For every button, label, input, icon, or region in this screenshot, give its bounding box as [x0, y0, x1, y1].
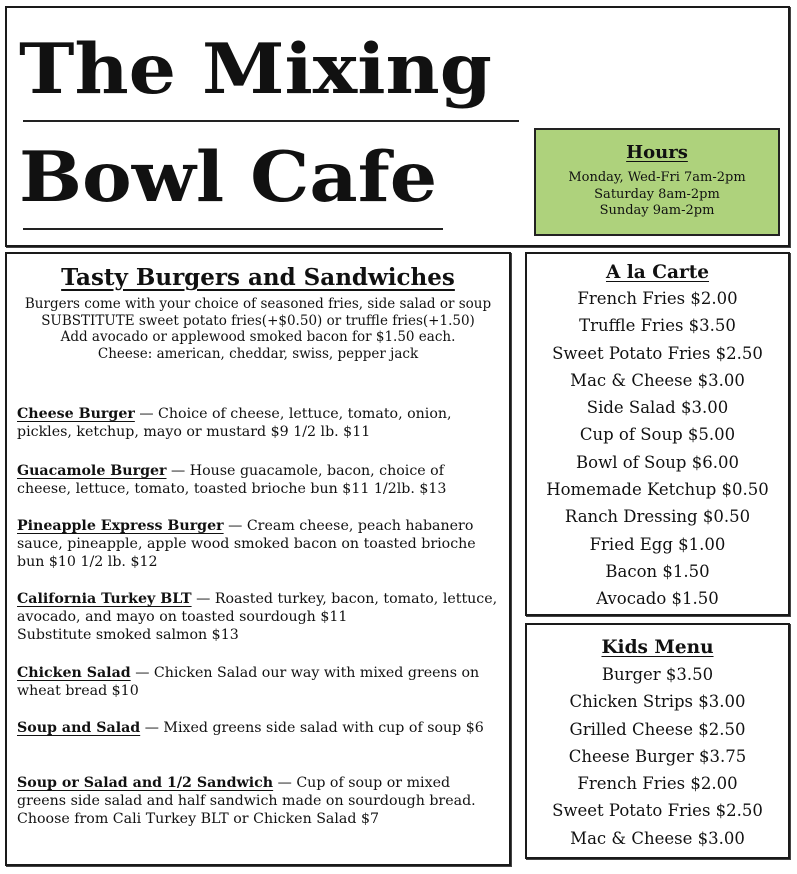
intro-substitute: SUBSTITUTE sweet potato fries(+$0.50) or truffle fries(+1.50)	[41, 312, 475, 329]
item-name: Soup or Salad and 1/2 Sandwich	[17, 775, 274, 791]
hours-sunday: Sunday 9am-2pm	[599, 203, 715, 218]
list-item: Mac & Cheese $3.00	[570, 370, 745, 390]
item-description: Cup of soup or mixed greens side salad and half sandwich made on sourdough bread.	[17, 775, 476, 809]
list-item: Sweet Potato Fries $2.50	[552, 343, 763, 363]
list-item: Bacon $1.50	[605, 561, 710, 581]
menu-item-chicken-salad: Chicken Salad — Chicken Salad our way with mixed greens on wheat bread $10	[17, 665, 480, 699]
menu-item-soup-and-salad: Soup and Salad — Mixed greens side salad with cup of soup $6	[17, 720, 484, 736]
section-title-burgers: Tasty Burgers and Sandwiches	[61, 264, 455, 291]
item-name: California Turkey BLT	[17, 591, 192, 607]
menu-item-california-turkey-blt: California Turkey BLT — Roasted turkey, bacon, tomato, lettuce, avocado, and mayo on toasted sourdough $11 Substitute smoked salmon $13	[17, 590, 501, 644]
menu-item-soup-or-salad-half-sandwich: Soup or Salad and 1/2 Sandwich — Cup of soup or mixed greens side salad and half sandwich made on sourdough bread. Choose from Cali Turkey BLT or Chicken Salad $7	[17, 774, 501, 828]
list-item: French Fries $2.00	[577, 774, 738, 794]
item-name: Pineapple Express Burger	[17, 518, 224, 534]
list-item: Mac & Cheese $3.00	[570, 828, 745, 848]
list-item: Cup of Soup $5.00	[579, 425, 736, 445]
cafe-title-line-2: Bowl Cafe	[19, 137, 438, 218]
item-description: Roasted turkey, bacon, tomato, lettuce, avocado, and mayo on toasted sourdough $11	[17, 591, 498, 625]
item-name: Chicken Salad	[17, 665, 131, 681]
list-item: Truffle Fries $3.50	[579, 316, 736, 336]
item-description: Cream cheese, peach habanero sauce, pineapple, apple wood smoked bacon on toasted brioche bun $10 1/2 lb. $12	[17, 518, 476, 570]
list-item: Bowl of Soup $6.00	[576, 452, 739, 472]
item-name: Cheese Burger	[17, 406, 135, 422]
section-title-kids-menu: Kids Menu	[601, 637, 714, 658]
a-la-carte-panel	[525, 252, 790, 616]
section-title-a-la-carte: A la Carte	[605, 262, 710, 283]
list-item: Avocado $1.50	[596, 589, 719, 609]
list-item: French Fries $2.00	[577, 289, 738, 308]
intro-cheese: Cheese: american, cheddar, swiss, pepper jack	[97, 345, 419, 362]
list-item: Grilled Cheese $2.50	[569, 719, 746, 739]
list-item: Chicken Strips $3.00	[569, 692, 746, 712]
item-description: House guacamole, bacon, choice of cheese, lettuce, tomato, toasted brioche bun $11 1/2lb. $13	[17, 463, 447, 497]
menu-item-cheese-burger: Cheese Burger — Choice of cheese, lettuce, tomato, onion, pickles, ketchup, mayo or mustard $9 1/2 lb. $11	[17, 406, 452, 440]
item-description: Choice of cheese, lettuce, tomato, onion, pickles, ketchup, mayo or mustard $9 1/2 lb. $11	[17, 406, 452, 440]
list-item: Cheese Burger $3.75	[568, 746, 747, 766]
intro-addons: Add avocado or applewood smoked bacon for $1.50 each.	[60, 329, 456, 345]
hours-title: Hours	[626, 142, 688, 163]
list-item: Fried Egg $1.00	[589, 534, 726, 554]
title-underline-2	[23, 228, 443, 230]
item-description: Mixed greens side salad with cup of soup $6	[163, 720, 484, 736]
item-extra: Substitute smoked salmon $13	[17, 627, 239, 643]
menu-item-pineapple-express-burger: Pineapple Express Burger — Cream cheese, peach habanero sauce, pineapple, apple wood smoked bacon on toasted brioche bun $10 1/2 lb. $12	[17, 518, 476, 570]
burgers-intro	[23, 296, 493, 362]
list-item: Burger $3.50	[601, 665, 714, 684]
hours-saturday: Saturday 8am-2pm	[594, 186, 720, 202]
title-underline-1	[23, 120, 519, 122]
a-la-carte-list	[527, 285, 788, 613]
list-item: Side Salad $3.00	[586, 398, 729, 418]
hours-weekday: Monday, Wed-Fri 7am-2pm	[568, 170, 746, 185]
list-item: Ranch Dressing $0.50	[564, 507, 751, 527]
list-item: Homemade Ketchup $0.50	[546, 480, 769, 500]
intro-sides: Burgers come with your choice of seasoned fries, side salad or soup	[24, 296, 492, 312]
kids-menu-panel	[525, 623, 790, 859]
item-name: Guacamole Burger	[17, 463, 167, 479]
cafe-title-line-1: The Mixing	[19, 29, 492, 110]
item-description: Chicken Salad our way with mixed greens on wheat bread $10	[17, 665, 480, 699]
item-extra: Choose from Cali Turkey BLT or Chicken Salad $7	[17, 811, 380, 827]
menu-item-guacamole-burger: Guacamole Burger — House guacamole, bacon, choice of cheese, lettuce, tomato, toasted brioche bun $11 1/2lb. $13	[17, 463, 447, 497]
kids-menu-list	[527, 661, 788, 852]
burgers-sandwiches-panel	[5, 252, 511, 866]
list-item: Sweet Potato Fries $2.50	[552, 801, 763, 821]
hours-box	[534, 128, 780, 236]
item-name: Soup and Salad	[17, 720, 141, 736]
